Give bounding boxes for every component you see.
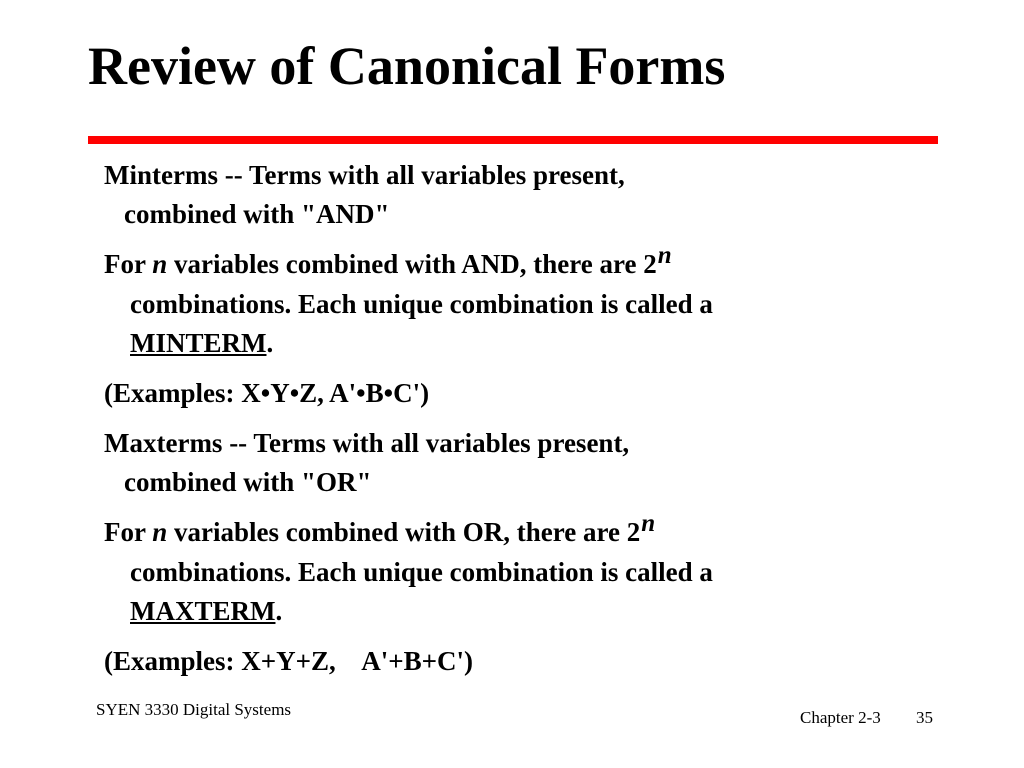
- maxterm-count-line2: combinations. Each unique combination is called a: [130, 557, 713, 587]
- maxterm-term: MAXTERM: [130, 596, 276, 626]
- slide-title: Review of Canonical Forms: [88, 36, 726, 96]
- minterms-definition-line2: combined with "AND": [124, 199, 390, 229]
- footer-page-number: 35: [916, 708, 933, 727]
- maxterms-definition: [104, 424, 964, 502]
- maxterms-definition-line2: combined with "OR": [124, 467, 372, 497]
- title-underline-rule: [88, 136, 938, 144]
- maxterm-count-variable: n: [152, 517, 168, 547]
- minterm-examples: [104, 374, 964, 413]
- minterm-term-end: .: [266, 328, 274, 358]
- minterm-count-variable: n: [152, 249, 168, 279]
- maxterm-examples-text: (Examples: X+Y+Z, A'+B+C'): [104, 646, 474, 676]
- minterm-count-line3: [104, 324, 964, 363]
- maxterm-count-line3: [104, 592, 964, 631]
- minterm-count-line2: combinations. Each unique combination is called a: [130, 289, 713, 319]
- minterms-definition: [104, 156, 964, 234]
- maxterm-count-line1: [104, 510, 964, 553]
- minterm-count-exponent: n: [657, 242, 672, 269]
- maxterm-term-end: .: [275, 596, 283, 626]
- footer-course: SYEN 3330 Digital Systems: [96, 700, 292, 719]
- minterm-count-statement: [104, 242, 964, 363]
- maxterm-count-statement: [104, 510, 964, 631]
- maxterm-count-mid: variables combined with OR, there are 2: [167, 517, 641, 547]
- minterm-count-line1: [104, 242, 964, 285]
- maxterm-count-exponent: n: [641, 510, 656, 537]
- footer-chapter: Chapter 2-3: [800, 708, 881, 727]
- maxterm-examples: [104, 642, 964, 681]
- slide-body: [104, 156, 964, 692]
- maxterms-definition-line1: Maxterms -- Terms with all variables present,: [104, 428, 630, 458]
- maxterm-count-pre: For: [104, 517, 153, 547]
- minterm-count-mid: variables combined with AND, there are 2: [167, 249, 657, 279]
- minterm-count-pre: For: [104, 249, 153, 279]
- minterm-examples-text: (Examples: X•Y•Z, A'•B•C'): [104, 378, 430, 408]
- minterms-definition-line1: Minterms -- Terms with all variables present,: [104, 160, 625, 190]
- minterm-term: MINTERM: [130, 328, 267, 358]
